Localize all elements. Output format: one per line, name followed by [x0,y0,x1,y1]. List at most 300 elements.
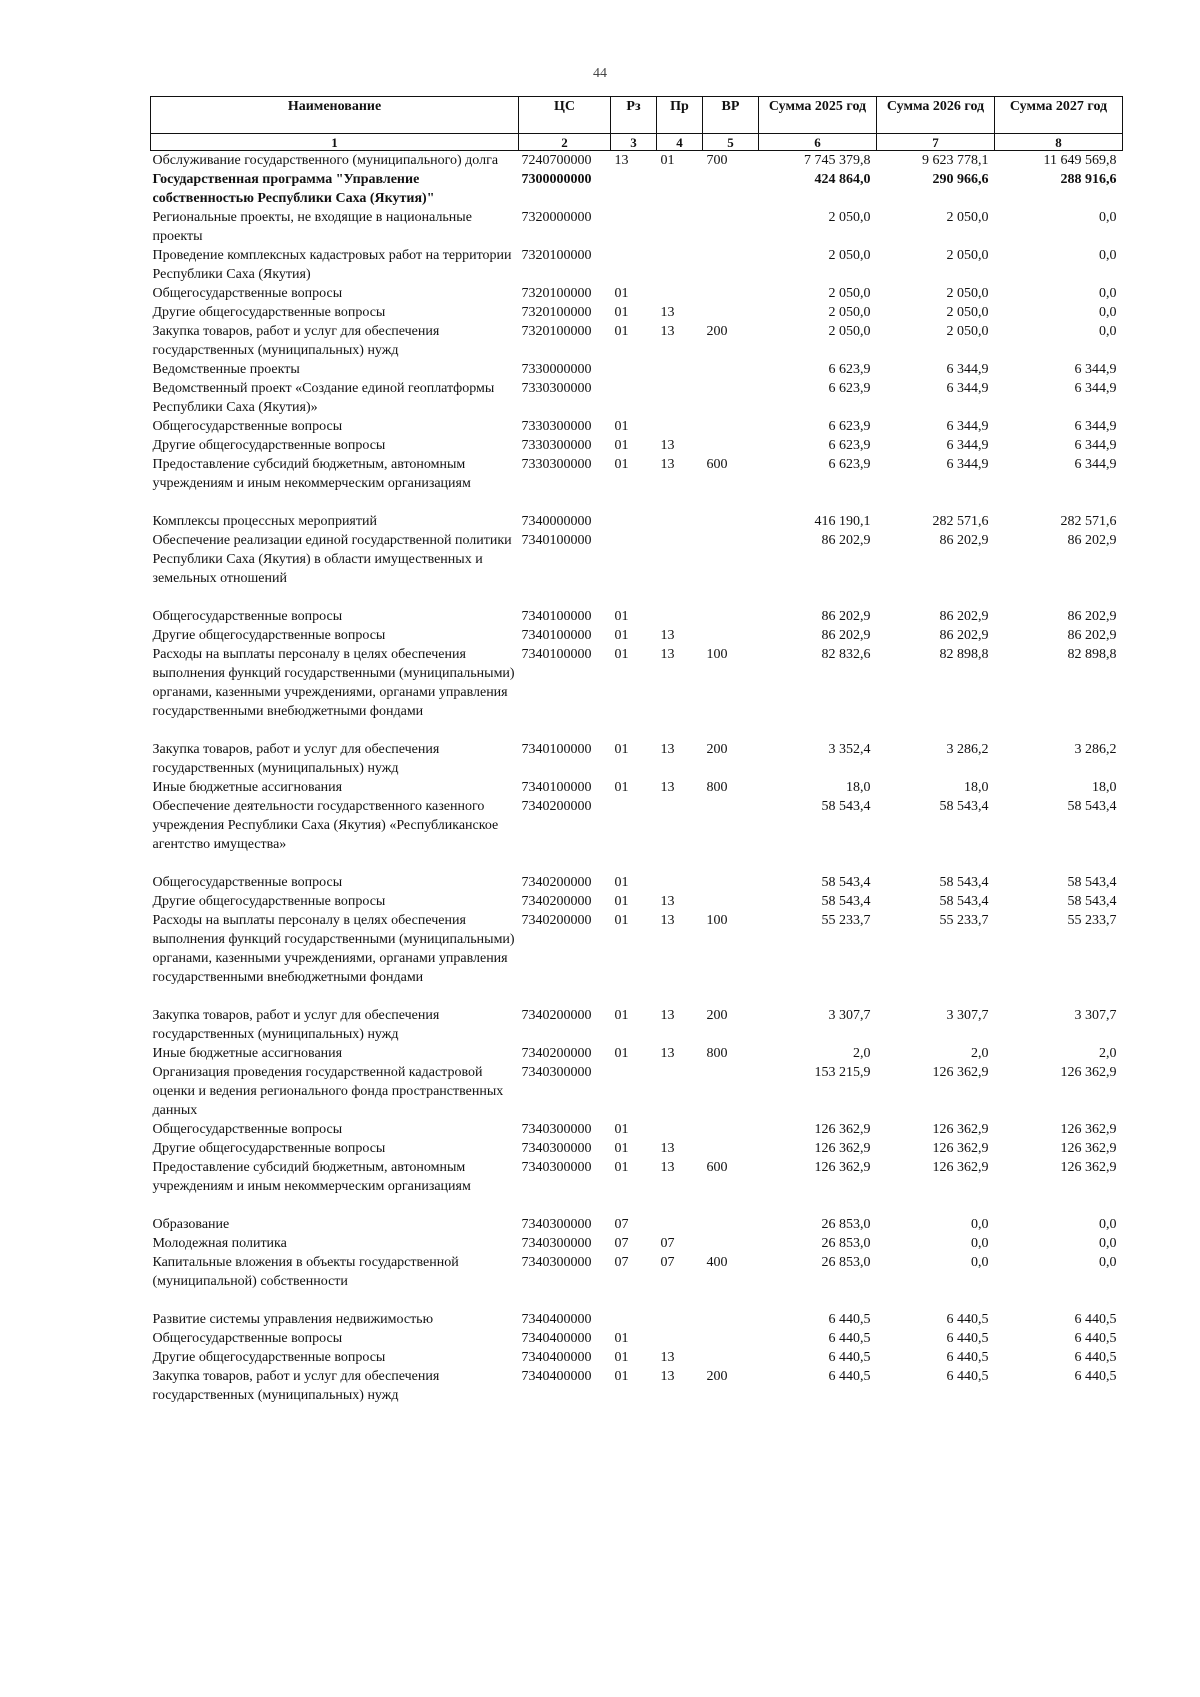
row-rz: 01 [614,1350,629,1365]
row-name: Общегосударственные вопросы [152,1122,343,1137]
row-name: Расходы на выплаты персоналу в целях обеспечения выполнения функций государственными (муниципальными) органами, казенными учреждениями, органами управления государственными внебюджетными фондами [152,647,515,719]
row-sum-2026: 126 362,9 [932,1141,989,1156]
row-name: Иные бюджетные ассигнования [152,780,343,795]
row-sum-2025: 6 440,5 [828,1331,871,1346]
row-sum-2025: 6 440,5 [828,1350,871,1365]
row-sum-2027: 126 362,9 [1060,1065,1117,1080]
row-name: Государственная программа "Управление собственностью Республики Саха (Якутия)" [152,172,435,206]
row-name: Общегосударственные вопросы [152,419,343,434]
row-rz: 01 [614,1141,629,1156]
row-pr: 13 [660,457,675,472]
row-sum-2027: 58 543,4 [1067,875,1117,890]
row-vr [703,303,759,322]
table-row [151,607,1123,626]
row-sum-2026: 58 543,4 [939,799,989,814]
row-rz: 13 [614,153,629,168]
row-sum-2025: 86 202,9 [821,609,871,624]
row-vr [703,170,759,208]
row-rz [611,531,657,607]
row-cs: 7340400000 [521,1369,592,1384]
table-row [151,322,1123,360]
row-pr: 01 [660,153,675,168]
header-rz: Рз [611,97,657,134]
row-sum-2026: 2 050,0 [946,210,989,225]
row-pr [657,512,703,531]
row-vr: 800 [706,780,728,795]
row-name: Образование [152,1217,230,1232]
row-cs: 7330300000 [521,457,592,472]
row-cs: 7340300000 [521,1217,592,1232]
row-pr: 07 [660,1255,675,1270]
row-vr: 600 [706,1160,728,1175]
row-sum-2027: 82 898,8 [1067,647,1117,662]
row-sum-2026: 6 344,9 [946,457,989,472]
row-pr [657,246,703,284]
row-sum-2026: 18,0 [964,780,989,795]
row-cs: 7340300000 [521,1141,592,1156]
row-rz [611,360,657,379]
row-sum-2027: 282 571,6 [1060,514,1117,529]
row-sum-2026: 6 344,9 [946,438,989,453]
column-number: 6 [759,134,877,151]
table-row [151,208,1123,246]
table-row [151,512,1123,531]
row-rz [611,170,657,208]
row-rz: 01 [614,609,629,624]
row-pr: 13 [660,780,675,795]
row-sum-2026: 9 623 778,1 [922,153,989,168]
row-rz [611,512,657,531]
row-vr: 200 [706,742,728,757]
row-sum-2027: 58 543,4 [1067,894,1117,909]
row-sum-2026: 2,0 [971,1046,989,1061]
row-vr [703,208,759,246]
row-vr [703,1234,759,1253]
row-cs: 7340300000 [521,1122,592,1137]
row-sum-2026: 2 050,0 [946,305,989,320]
table-row [151,1120,1123,1139]
row-cs: 7320000000 [521,210,592,225]
row-sum-2025: 6 623,9 [828,362,871,377]
row-sum-2025: 2 050,0 [828,324,871,339]
row-vr [703,417,759,436]
row-pr: 13 [660,913,675,928]
row-sum-2026: 126 362,9 [932,1160,989,1175]
row-sum-2027: 6 344,9 [1074,438,1117,453]
row-name: Расходы на выплаты персоналу в целях обеспечения выполнения функций государственными (муниципальными) органами, казенными учреждениями, органами управления государственными внебюджетными фондами [152,913,515,985]
row-cs: 7300000000 [521,172,592,187]
row-sum-2025: 7 745 379,8 [804,153,871,168]
row-vr: 400 [706,1255,728,1270]
row-vr [703,379,759,417]
row-pr: 13 [660,305,675,320]
row-rz [611,379,657,417]
row-sum-2026: 82 898,8 [939,647,989,662]
column-number: 7 [877,134,995,151]
table-row [151,1139,1123,1158]
row-cs: 7240700000 [521,153,592,168]
row-cs: 7340300000 [521,1160,592,1175]
table-row [151,151,1123,171]
row-sum-2026: 58 543,4 [939,875,989,890]
row-sum-2025: 153 215,9 [814,1065,871,1080]
row-rz [611,1310,657,1329]
row-name: Закупка товаров, работ и услуг для обеспечения государственных (муниципальных) нужд [152,324,440,358]
row-vr [703,360,759,379]
row-sum-2025: 55 233,7 [821,913,871,928]
row-sum-2026: 6 344,9 [946,419,989,434]
row-pr [657,360,703,379]
row-cs: 7340200000 [521,875,592,890]
table-row [151,1044,1123,1063]
table-row [151,1329,1123,1348]
table-row [151,645,1123,740]
row-vr [703,531,759,607]
row-rz: 01 [614,419,629,434]
row-name: Иные бюджетные ассигнования [152,1046,343,1061]
row-name: Проведение комплексных кадастровых работ на территории Республики Саха (Якутия) [152,248,512,282]
row-sum-2025: 6 440,5 [828,1312,871,1327]
table-row [151,360,1123,379]
row-name: Предоставление субсидий бюджетным, автономным учреждениям и иным некоммерческим организациям [152,457,471,491]
row-cs: 7340400000 [521,1331,592,1346]
row-sum-2025: 2,0 [853,1046,871,1061]
row-sum-2027: 0,0 [1099,1255,1117,1270]
row-sum-2025: 82 832,6 [821,647,871,662]
row-pr: 13 [660,324,675,339]
row-cs: 7340100000 [521,609,592,624]
row-cs: 7320100000 [521,286,592,301]
row-cs: 7320100000 [521,248,592,263]
row-sum-2027: 6 344,9 [1074,362,1117,377]
row-cs: 7320100000 [521,305,592,320]
row-sum-2025: 3 352,4 [828,742,871,757]
row-sum-2027: 0,0 [1099,1236,1117,1251]
row-pr [657,1215,703,1234]
table-row [151,170,1123,208]
table-row [151,1253,1123,1310]
table-row [151,1006,1123,1044]
row-cs: 7320100000 [521,324,592,339]
table-header [151,97,1123,151]
table-row [151,531,1123,607]
row-name: Закупка товаров, работ и услуг для обеспечения государственных (муниципальных) нужд [152,1008,440,1042]
row-sum-2026: 2 050,0 [946,286,989,301]
row-pr [657,1063,703,1120]
column-number: 1 [151,134,519,151]
table-row [151,873,1123,892]
row-sum-2026: 6 440,5 [946,1350,989,1365]
row-name: Комплексы процессных мероприятий [152,514,377,529]
row-vr [703,436,759,455]
row-pr [657,873,703,892]
row-rz: 01 [614,875,629,890]
column-number: 5 [703,134,759,151]
row-rz: 01 [614,913,629,928]
row-name: Ведомственный проект «Создание единой геоплатформы Республики Саха (Якутия)» [152,381,495,415]
row-sum-2027: 86 202,9 [1067,533,1117,548]
table-row [151,417,1123,436]
table-row [151,455,1123,512]
row-pr [657,284,703,303]
row-name: Общегосударственные вопросы [152,609,343,624]
row-rz [611,246,657,284]
row-cs: 7330000000 [521,362,592,377]
row-sum-2025: 416 190,1 [814,514,871,529]
row-vr: 800 [706,1046,728,1061]
row-sum-2026: 86 202,9 [939,628,989,643]
row-sum-2025: 2 050,0 [828,286,871,301]
row-pr [657,170,703,208]
row-sum-2025: 6 623,9 [828,457,871,472]
row-sum-2027: 3 286,2 [1074,742,1117,757]
page-number: 44 [593,66,607,81]
table-row [151,1367,1123,1405]
row-sum-2027: 55 233,7 [1067,913,1117,928]
row-vr: 600 [706,457,728,472]
table-row [151,797,1123,873]
row-vr: 200 [706,1369,728,1384]
row-rz [611,797,657,873]
table-row [151,1310,1123,1329]
row-name: Другие общегосударственные вопросы [152,1141,386,1156]
row-sum-2025: 6 623,9 [828,381,871,396]
header-sum-2026: Сумма 2026 год [877,97,995,134]
row-sum-2025: 26 853,0 [821,1236,871,1251]
row-sum-2025: 58 543,4 [821,875,871,890]
row-sum-2026: 0,0 [971,1255,989,1270]
row-rz: 01 [614,324,629,339]
row-cs: 7340300000 [521,1255,592,1270]
row-sum-2026: 3 307,7 [946,1008,989,1023]
row-cs: 7340100000 [521,533,592,548]
row-sum-2027: 6 440,5 [1074,1331,1117,1346]
row-rz: 07 [614,1217,629,1232]
row-sum-2027: 126 362,9 [1060,1141,1117,1156]
row-sum-2026: 2 050,0 [946,248,989,263]
row-pr [657,797,703,873]
row-sum-2025: 26 853,0 [821,1255,871,1270]
row-pr: 13 [660,438,675,453]
row-sum-2026: 0,0 [971,1217,989,1232]
row-name: Другие общегосударственные вопросы [152,1350,386,1365]
row-cs: 7340200000 [521,1008,592,1023]
row-cs: 7330300000 [521,438,592,453]
row-sum-2026: 290 966,6 [932,172,989,187]
row-name: Другие общегосударственные вопросы [152,628,386,643]
row-pr: 13 [660,1369,675,1384]
table-row [151,436,1123,455]
row-pr: 13 [660,1350,675,1365]
column-number: 3 [611,134,657,151]
row-pr [657,531,703,607]
row-cs: 7340100000 [521,780,592,795]
row-sum-2027: 6 440,5 [1074,1369,1117,1384]
row-name: Общегосударственные вопросы [152,1331,343,1346]
row-vr: 200 [706,1008,728,1023]
row-cs: 7340100000 [521,628,592,643]
row-sum-2027: 6 344,9 [1074,457,1117,472]
row-sum-2026: 86 202,9 [939,609,989,624]
row-pr: 13 [660,1008,675,1023]
row-cs: 7340100000 [521,742,592,757]
row-vr [703,1120,759,1139]
row-rz: 01 [614,305,629,320]
row-rz: 01 [614,628,629,643]
row-sum-2026: 126 362,9 [932,1122,989,1137]
row-cs: 7330300000 [521,419,592,434]
header-sum-2027: Сумма 2027 год [995,97,1123,134]
row-name: Другие общегосударственные вопросы [152,894,386,909]
row-sum-2025: 2 050,0 [828,210,871,225]
row-cs: 7340200000 [521,1046,592,1061]
row-sum-2027: 0,0 [1099,210,1117,225]
row-rz: 01 [614,1046,629,1061]
row-pr [657,379,703,417]
row-cs: 7340200000 [521,799,592,814]
table-row [151,892,1123,911]
row-vr [703,1310,759,1329]
row-cs: 7340400000 [521,1312,592,1327]
row-rz: 01 [614,1160,629,1175]
row-sum-2026: 6 440,5 [946,1369,989,1384]
row-name: Молодежная политика [152,1236,287,1251]
row-sum-2026: 55 233,7 [939,913,989,928]
row-sum-2027: 6 344,9 [1074,419,1117,434]
row-sum-2027: 126 362,9 [1060,1160,1117,1175]
row-name: Развитие системы управления недвижимостью [152,1312,434,1327]
row-sum-2027: 6 440,5 [1074,1350,1117,1365]
row-vr [703,626,759,645]
row-cs: 7340100000 [521,647,592,662]
row-vr: 100 [706,913,728,928]
row-sum-2027: 86 202,9 [1067,628,1117,643]
row-rz [611,208,657,246]
header-vr: ВР [703,97,759,134]
row-sum-2027: 0,0 [1099,305,1117,320]
header-sum-2025: Сумма 2025 год [759,97,877,134]
row-sum-2025: 58 543,4 [821,894,871,909]
row-rz: 07 [614,1255,629,1270]
column-number: 8 [995,134,1123,151]
row-rz: 01 [614,1369,629,1384]
column-number: 2 [519,134,611,151]
row-rz: 01 [614,286,629,301]
row-pr [657,1120,703,1139]
row-sum-2027: 6 344,9 [1074,381,1117,396]
table-row [151,778,1123,797]
row-sum-2027: 0,0 [1099,248,1117,263]
row-sum-2027: 86 202,9 [1067,609,1117,624]
row-sum-2027: 11 649 569,8 [1043,153,1117,168]
row-pr: 13 [660,742,675,757]
row-name: Другие общегосударственные вопросы [152,305,386,320]
row-pr: 13 [660,1046,675,1061]
column-number: 4 [657,134,703,151]
row-vr [703,797,759,873]
row-sum-2027: 3 307,7 [1074,1008,1117,1023]
row-sum-2026: 2 050,0 [946,324,989,339]
row-sum-2027: 126 362,9 [1060,1122,1117,1137]
row-pr [657,607,703,626]
row-sum-2025: 6 623,9 [828,419,871,434]
row-sum-2027: 58 543,4 [1067,799,1117,814]
row-cs: 7340200000 [521,913,592,928]
row-sum-2025: 6 623,9 [828,438,871,453]
row-vr [703,1215,759,1234]
row-vr [703,873,759,892]
row-sum-2025: 6 440,5 [828,1369,871,1384]
row-sum-2025: 86 202,9 [821,628,871,643]
row-name: Обслуживание государственного (муниципального) долга [152,153,499,168]
row-rz: 01 [614,647,629,662]
row-vr [703,284,759,303]
row-name: Другие общегосударственные вопросы [152,438,386,453]
row-rz: 01 [614,457,629,472]
row-vr: 700 [706,153,728,168]
row-name: Ведомственные проекты [152,362,300,377]
row-name: Региональные проекты, не входящие в национальные проекты [152,210,472,244]
row-sum-2025: 424 864,0 [814,172,871,187]
row-name: Закупка товаров, работ и услуг для обеспечения государственных (муниципальных) нужд [152,1369,440,1403]
row-name: Организация проведения государственной кадастровой оценки и ведения регионального фонда пространственных данных [152,1065,504,1118]
row-sum-2027: 0,0 [1099,286,1117,301]
table-row [151,626,1123,645]
row-sum-2025: 18,0 [846,780,871,795]
row-name: Обеспечение реализации единой государственной политики Республики Саха (Якутия) в области имущественных и земельных отношений [152,533,512,586]
row-vr [703,607,759,626]
row-sum-2027: 2,0 [1099,1046,1117,1061]
row-sum-2025: 3 307,7 [828,1008,871,1023]
row-pr: 07 [660,1236,675,1251]
row-rz: 01 [614,1331,629,1346]
row-cs: 7340300000 [521,1065,592,1080]
row-name: Закупка товаров, работ и услуг для обеспечения государственных (муниципальных) нужд [152,742,440,776]
table-row [151,1063,1123,1120]
row-sum-2026: 6 440,5 [946,1312,989,1327]
row-sum-2026: 282 571,6 [932,514,989,529]
row-vr [703,1329,759,1348]
row-name: Общегосударственные вопросы [152,286,343,301]
row-vr: 200 [706,324,728,339]
table-row [151,740,1123,778]
row-pr: 13 [660,628,675,643]
table-row [151,284,1123,303]
row-sum-2025: 126 362,9 [814,1141,871,1156]
row-cs: 7340400000 [521,1350,592,1365]
row-name: Капитальные вложения в объекты государственной (муниципальной) собственности [152,1255,459,1289]
row-sum-2026: 3 286,2 [946,742,989,757]
row-rz [611,1063,657,1120]
row-sum-2026: 6 344,9 [946,362,989,377]
row-name: Общегосударственные вопросы [152,875,343,890]
row-rz: 01 [614,742,629,757]
table-row [151,1234,1123,1253]
row-sum-2025: 86 202,9 [821,533,871,548]
row-vr [703,1139,759,1158]
table-row [151,303,1123,322]
row-pr [657,208,703,246]
row-pr [657,1329,703,1348]
row-pr: 13 [660,1141,675,1156]
row-vr [703,892,759,911]
row-sum-2025: 26 853,0 [821,1217,871,1232]
row-pr: 13 [660,894,675,909]
row-vr [703,1063,759,1120]
row-rz: 07 [614,1236,629,1251]
row-sum-2026: 58 543,4 [939,894,989,909]
table-body [151,151,1123,1406]
